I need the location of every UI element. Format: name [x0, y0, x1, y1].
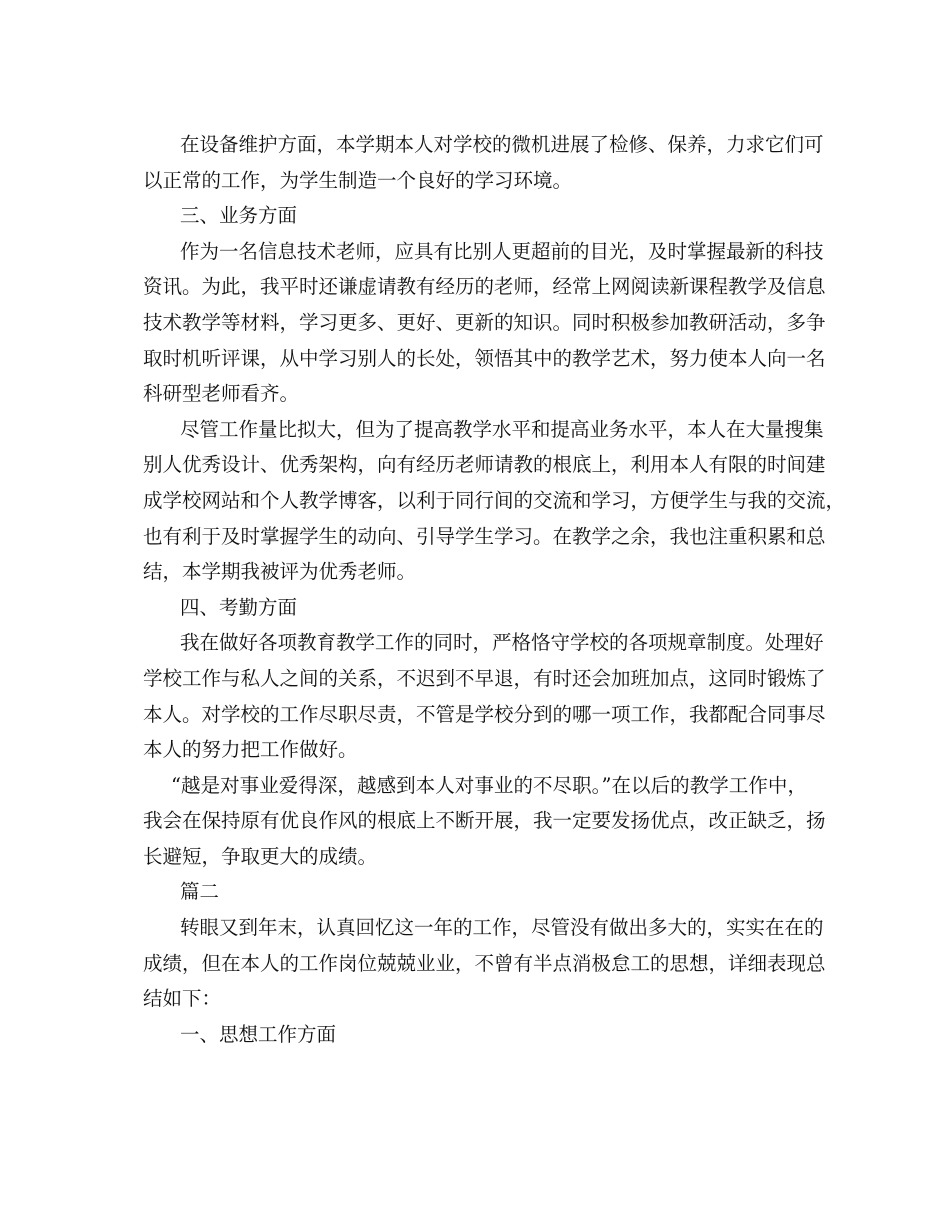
paragraph-line: 以正常的工作，为学生制造一个良好的学习环境。 [143, 168, 573, 192]
paragraph-line: 结如下： [143, 987, 222, 1011]
paragraph-line: 学校工作与私人之间的关系，不迟到不早退，有时还会加班加点，这同时锻炼了 [143, 666, 826, 690]
paragraph-line: 成绩，但在本人的工作岗位兢兢业业，不曾有半点消极怠工的思想，详细表现总 [143, 951, 826, 975]
paragraph-line: 技术教学等材料，学习更多、更好、更新的知识。同时积极参加教研活动，多争 [143, 310, 826, 334]
section-heading: 篇二 [180, 880, 220, 904]
section-heading: 三、业务方面 [180, 204, 298, 228]
paragraph-line: 尽管工作量比拟大，但为了提高教学水平和提高业务水平，本人在大量搜集 [180, 417, 824, 441]
paragraph-line: 转眼又到年末，认真回忆这一年的工作，尽管没有做出多大的，实实在在的 [180, 916, 824, 940]
paragraph-line: 我会在保持原有优良作风的根底上不断开展，我一定要发扬优点，改正缺乏，扬 [143, 809, 826, 833]
paragraph-line: 结，本学期我被评为优秀老师。 [143, 560, 417, 584]
paragraph-line: 取时机听评课，从中学习别人的长处，领悟其中的教学艺术，努力使本人向一名 [143, 346, 826, 370]
paragraph-line: 本人。对学校的工作尽职尽责，不管是学校分到的哪一项工作，我都配合同事尽 [143, 702, 826, 726]
paragraph-line: 在设备维护方面，本学期本人对学校的微机进展了检修、保养，力求它们可 [180, 133, 824, 156]
paragraph-line: 本人的努力把工作做好。 [143, 738, 358, 762]
paragraph-line: 我在做好各项教育教学工作的同时，严格恪守学校的各项规章制度。处理好 [180, 631, 824, 655]
paragraph-line: 长避短，争取更大的成绩。 [143, 844, 378, 868]
paragraph-line: 别人优秀设计、优秀架构，向有经历老师请教的根底上，利用本人有限的时间建 [143, 453, 826, 477]
paragraph-line: 成学校网站和个人教学博客，以利于同行间的交流和学习，方便学生与我的交流， [143, 488, 846, 512]
section-heading: 一、思想工作方面 [180, 1022, 337, 1046]
paragraph-line: 资讯。为此，我平时还谦虚请教有经历的老师，经常上网阅读新课程教学及信息 [143, 275, 826, 299]
paragraph-line: 也有利于及时掌握学生的动向、引导学生学习。在教学之余，我也注重积累和总 [143, 524, 826, 548]
section-heading: 四、考勤方面 [180, 595, 298, 619]
paragraph-line: “越是对事业爱得深，越感到本人对事业的不尽职。”在以后的教学工作中， [171, 773, 807, 797]
document-body [143, 127, 846, 1052]
paragraph-line: 科研型老师看齐。 [143, 382, 300, 406]
paragraph-line: 作为一名信息技术老师，应具有比别人更超前的目光，及时掌握最新的科技 [180, 239, 824, 263]
